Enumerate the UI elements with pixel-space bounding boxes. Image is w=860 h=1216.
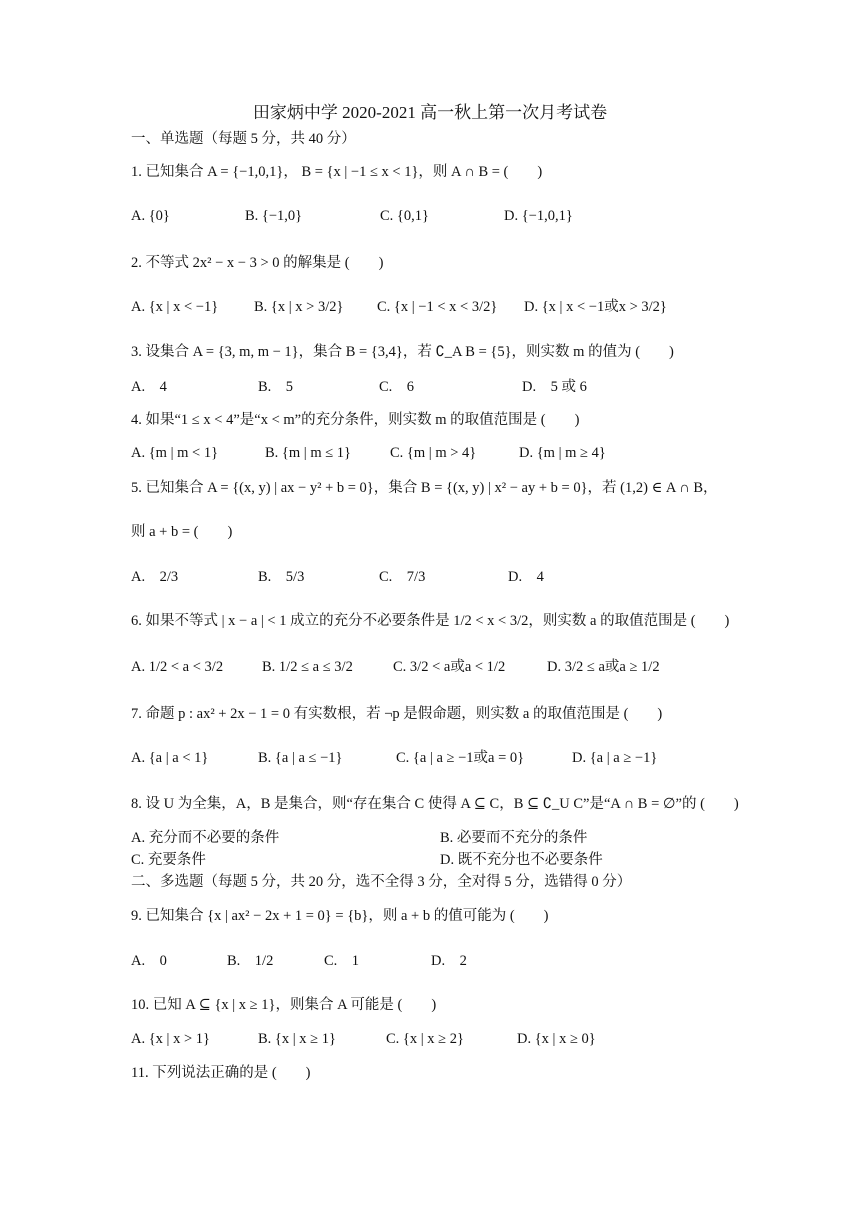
option-b: B. {a | a ≤ −1} [258, 750, 343, 766]
question-3-options [131, 378, 731, 396]
question-3-stem: 3. 设集合 A = {3, m, m − 1}，集合 B = {3,4}，若 ∁_A B = {5}，则实数 m 的值为 ( ) [131, 344, 674, 360]
question-7-stem: 7. 命题 p : ax² + 2x − 1 = 0 有实数根，若 ¬p 是假命题，则实数 a 的取值范围是 ( ) [131, 706, 663, 722]
option-a: A. 0 [131, 953, 167, 969]
question-11-stem: 11. 下列说法正确的是 ( ) [131, 1065, 311, 1081]
option-d: D. 2 [431, 953, 467, 969]
option-a: A. 充分而不必要的条件 [131, 830, 280, 846]
option-b: B. 必要而不充分的条件 [440, 830, 588, 846]
option-b: B. 1/2 ≤ a ≤ 3/2 [262, 659, 353, 675]
option-a: A. {x | x < −1} [131, 299, 219, 315]
question-2-options [131, 298, 731, 316]
option-b: B. {−1,0} [245, 208, 303, 224]
option-d: D. {a | a ≥ −1} [572, 750, 658, 766]
option-a: A. {m | m < 1} [131, 445, 219, 461]
question-4-stem: 4. 如果“1 ≤ x < 4”是“x < m”的充分条件，则实数 m 的取值范围是 ( ) [131, 412, 580, 428]
option-b: B. 5 [258, 379, 294, 395]
option-c: C. {x | −1 < x < 3/2} [377, 299, 498, 315]
question-6-options [131, 658, 731, 676]
option-b: B. 1/2 [227, 953, 274, 969]
option-d: D. 5 或 6 [522, 379, 587, 395]
option-c: C. 7/3 [379, 569, 426, 585]
option-d: D. 既不充分也不必要条件 [440, 852, 603, 868]
option-b: B. {m | m ≤ 1} [265, 445, 352, 461]
option-c: C. 3/2 < a或a < 1/2 [393, 659, 506, 675]
question-8-stem: 8. 设 U 为全集，A，B 是集合，则“存在集合 C 使得 A ⊆ C，B ⊆ ∁_U C”是“A ∩ B = ∅”的 ( ) [131, 796, 739, 812]
question-6-stem: 6. 如果不等式 | x − a | < 1 成立的充分不必要条件是 1/2 < x < 3/2，则实数 a 的取值范围是 ( ) [131, 613, 730, 629]
option-c: C. 6 [379, 379, 415, 395]
option-d: D. {−1,0,1} [504, 208, 573, 224]
question-1-options [131, 207, 731, 225]
question-9-stem: 9. 已知集合 {x | ax² − 2x + 1 = 0} = {b}，则 a + b 的值可能为 ( ) [131, 908, 549, 924]
option-d: D. {x | x ≥ 0} [517, 1031, 596, 1047]
question-5-options [131, 568, 731, 586]
option-b: B. {x | x ≥ 1} [258, 1031, 336, 1047]
option-a: A. 2/3 [131, 569, 179, 585]
option-b: B. 5/3 [258, 569, 305, 585]
option-d: D. {m | m ≥ 4} [519, 445, 606, 461]
page-title: 田家炳中学 2020-2021 高一秋上第一次月考试卷 [252, 103, 608, 122]
option-b: B. {x | x > 3/2} [254, 299, 344, 315]
option-c: C. {a | a ≥ −1或a = 0} [396, 750, 525, 766]
option-d: D. 3/2 ≤ a或a ≥ 1/2 [547, 659, 660, 675]
option-c: C. 充要条件 [131, 852, 206, 868]
question-5-stem-continued: 则 a + b = ( ) [131, 524, 233, 540]
option-a: A. 1/2 < a < 3/2 [131, 659, 224, 675]
question-10-stem: 10. 已知 A ⊆ {x | x ≥ 1}，则集合 A 可能是 ( ) [131, 997, 437, 1013]
option-d: D. 4 [508, 569, 544, 585]
question-1-stem: 1. 已知集合 A = {−1,0,1}， B = {x | −1 ≤ x < 1}，则 A ∩ B = ( ) [131, 164, 543, 180]
question-10-options [131, 1030, 731, 1048]
option-a: A. {x | x > 1} [131, 1031, 210, 1047]
question-4-options [131, 444, 731, 462]
question-5-stem: 5. 已知集合 A = {(x, y) | ax − y² + b = 0}，集合 B = {(x, y) | x² − ay + b = 0}，若 (1,2) ∈ A ∩ B， [131, 480, 718, 496]
question-9-options [131, 952, 731, 970]
option-a: A. {a | a < 1} [131, 750, 209, 766]
question-2-stem: 2. 不等式 2x² − x − 3 > 0 的解集是 ( ) [131, 255, 384, 271]
option-a: A. 4 [131, 379, 167, 395]
question-7-options [131, 749, 731, 767]
section-heading-multi: 二、多选题（每题 5 分，共 20 分，选不全得 3 分，全对得 5 分，选错得 0 分） [131, 874, 632, 890]
option-c: C. {m | m > 4} [390, 445, 477, 461]
option-c: C. {x | x ≥ 2} [386, 1031, 464, 1047]
option-a: A. {0} [131, 208, 170, 224]
option-c: C. 1 [324, 953, 360, 969]
option-c: C. {0,1} [380, 208, 429, 224]
option-d: D. {x | x < −1或x > 3/2} [524, 299, 667, 315]
section-heading-single: 一、单选题（每题 5 分，共 40 分） [131, 131, 356, 147]
